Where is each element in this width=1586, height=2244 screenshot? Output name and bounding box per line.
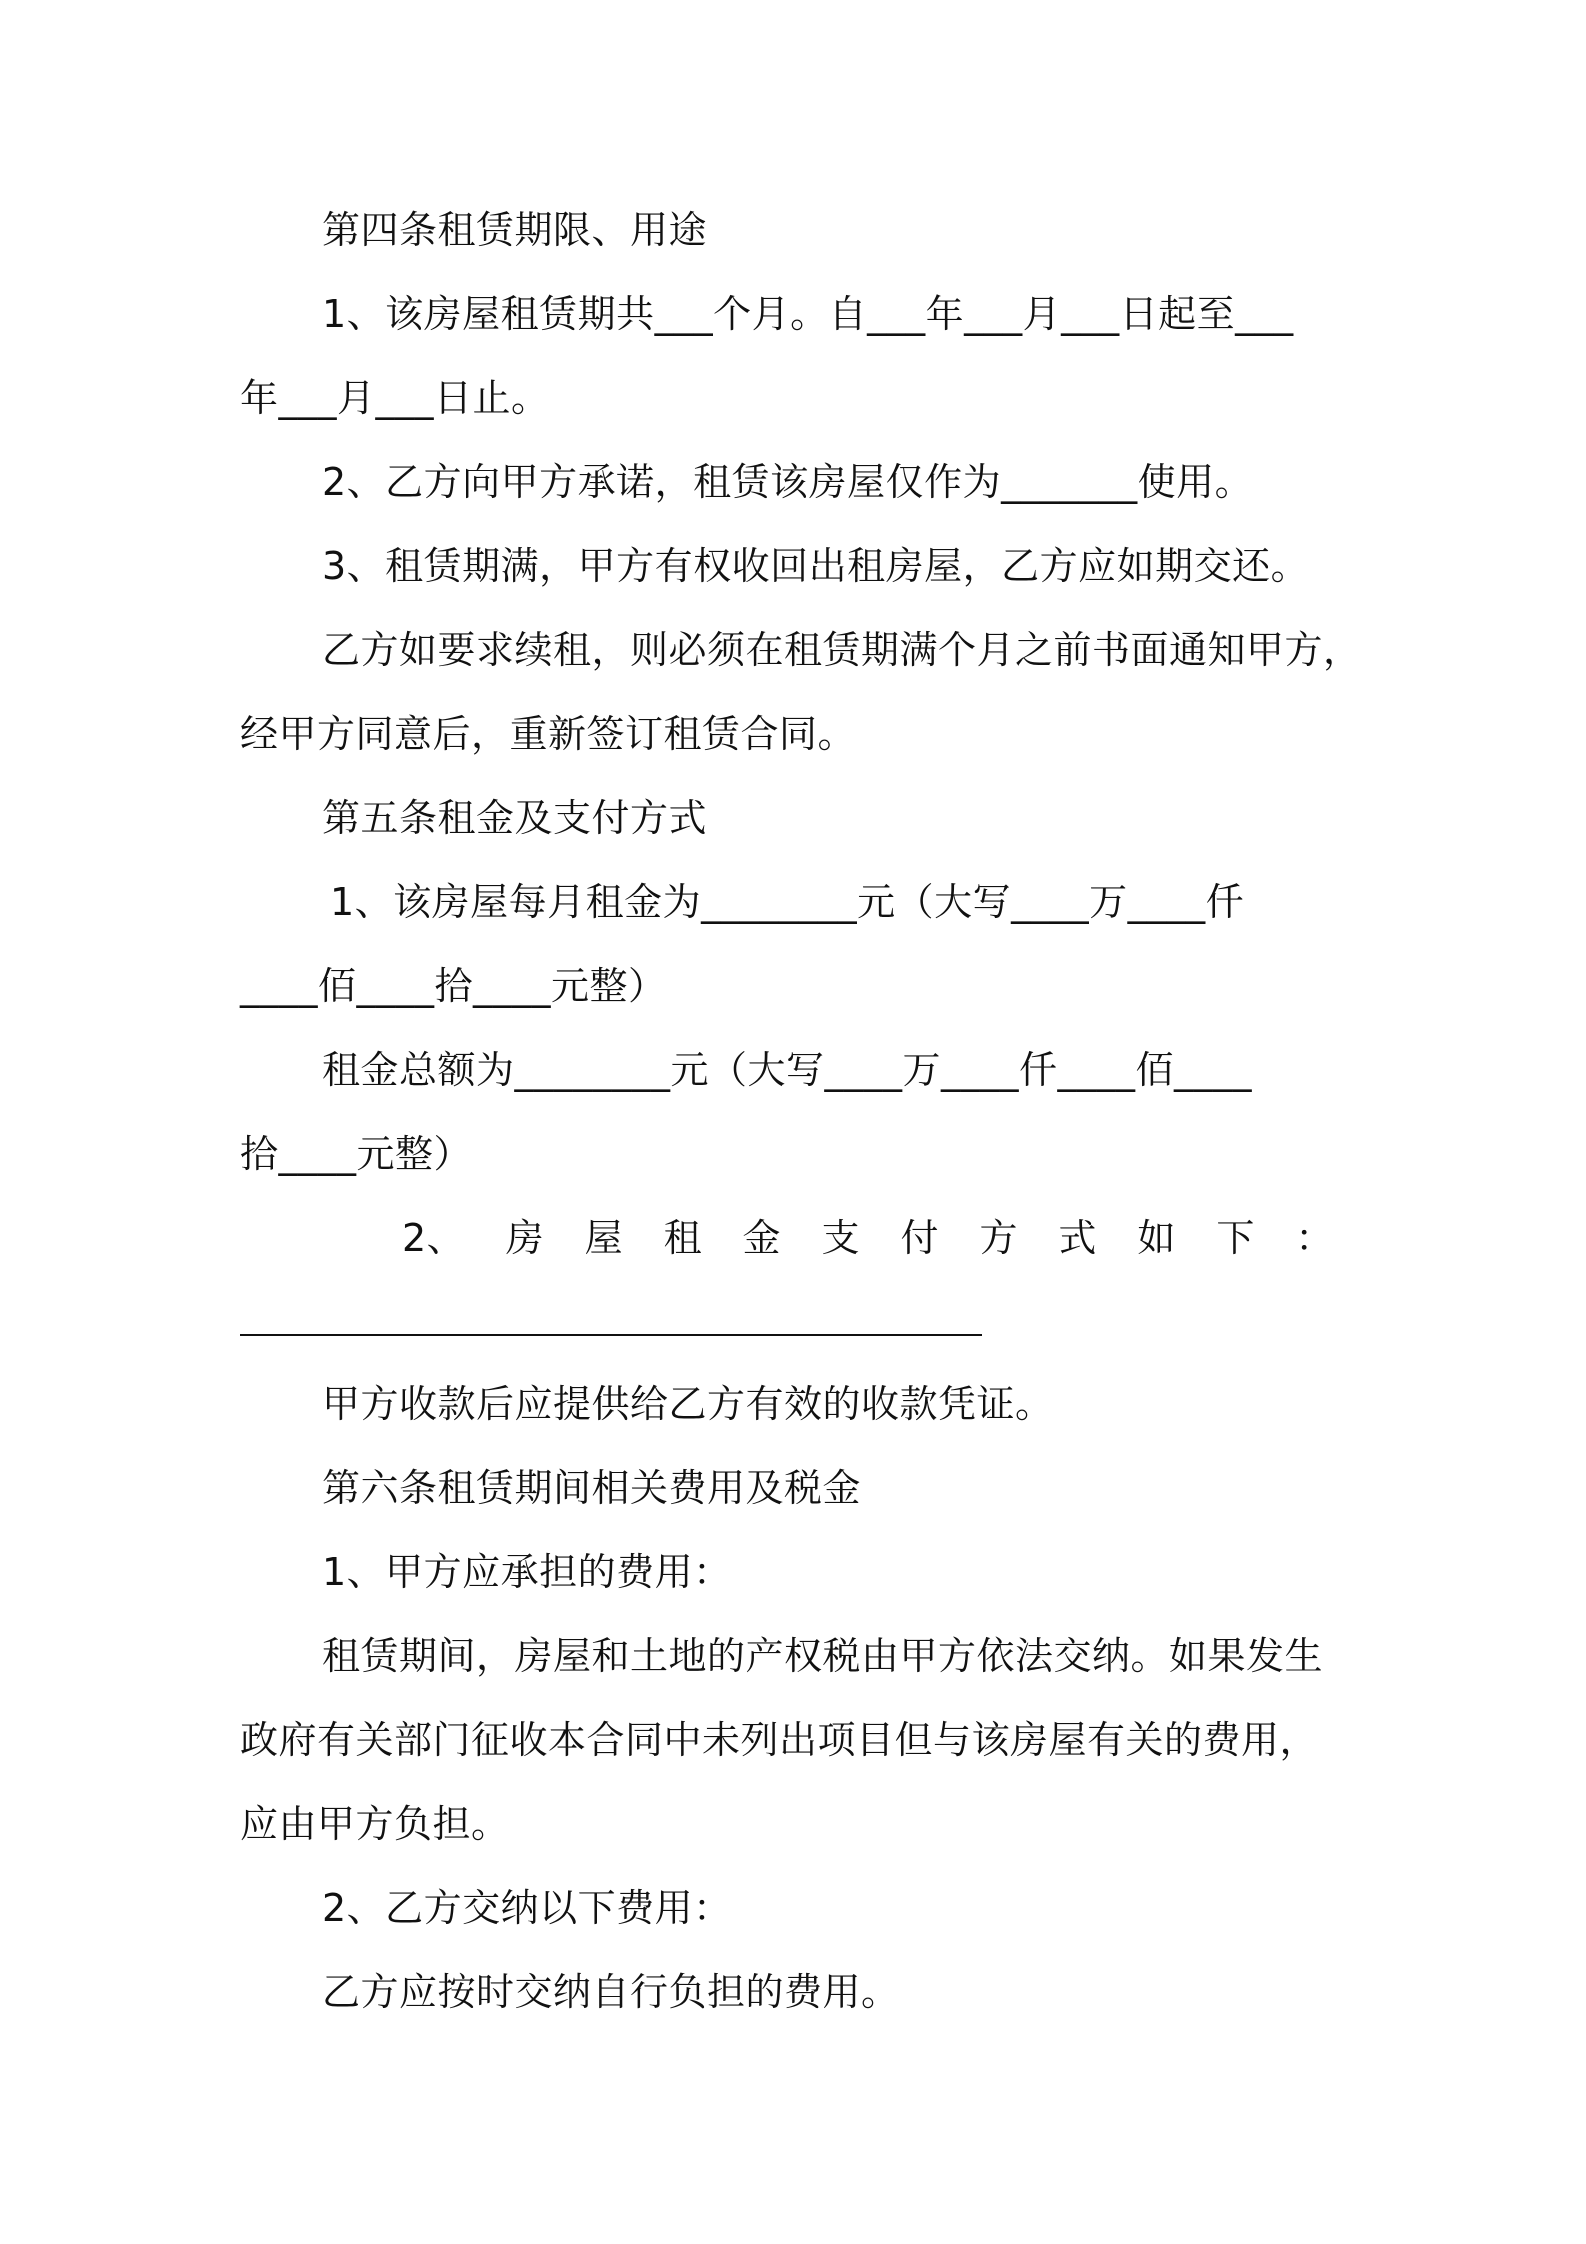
clause-5-2-char: 方 xyxy=(979,1216,1018,1260)
clause-5-2-char: 如 xyxy=(1137,1216,1176,1260)
clause-5-1-line-1: 1、该房屋每月租金为________元（大写____万____仟 xyxy=(330,880,1245,924)
landlord-fees-line-1: 租赁期间，房屋和土地的产权税由甲方依法交纳。如果发生 xyxy=(322,1634,1324,1678)
clause-4-1-line-1: 1、该房屋租赁期共___个月。自___年___月___日起至___ xyxy=(322,292,1294,336)
clause-5-2-char: 金 xyxy=(742,1216,782,1260)
clause-5-2-char: 付 xyxy=(900,1216,939,1260)
clause-5-2-char: 式 xyxy=(1058,1216,1097,1260)
total-rent-line-1: 租金总额为________元（大写____万____仟____佰____ xyxy=(322,1048,1253,1092)
clause-6-1: 1、甲方应承担的费用： xyxy=(322,1550,732,1594)
clause-5-2-char: 房 xyxy=(505,1216,545,1260)
clause-5-2-char: 2、 xyxy=(402,1216,466,1260)
receipt-paragraph: 甲方收款后应提供给乙方有效的收款凭证。 xyxy=(322,1382,1054,1426)
clause-5-2 xyxy=(402,1214,1334,1262)
renewal-paragraph-line-2: 经甲方同意后，重新签订租赁合同。 xyxy=(240,712,857,756)
clause-5-1-line-2: ____佰____拾____元整） xyxy=(240,964,667,1008)
clause-6-2: 2、乙方交纳以下费用： xyxy=(322,1886,732,1930)
tenant-fees-paragraph: 乙方应按时交纳自行负担的费用。 xyxy=(322,1970,900,2014)
article-5-heading: 第五条租金及支付方式 xyxy=(322,796,708,840)
total-rent-line-2: 拾____元整） xyxy=(240,1132,473,1176)
article-6-heading: 第六条租赁期间相关费用及税金 xyxy=(322,1466,862,1510)
clause-5-2-char: 屋 xyxy=(584,1216,624,1260)
clause-4-1-line-2: 年___月___日止。 xyxy=(240,376,550,420)
article-4-heading: 第四条租赁期限、用途 xyxy=(322,208,708,252)
clause-4-3: 3、租赁期满，甲方有权收回出租房屋，乙方应如期交还。 xyxy=(322,544,1310,588)
payment-method-blank-line xyxy=(240,1334,982,1336)
clause-5-2-char: 租 xyxy=(663,1216,703,1260)
renewal-paragraph-line-1: 乙方如要求续租，则必须在租赁期满个月之前书面通知甲方， xyxy=(322,628,1362,672)
clause-5-2-char: ： xyxy=(1295,1216,1334,1260)
clause-4-2: 2、乙方向甲方承诺，租赁该房屋仅作为_______使用。 xyxy=(322,460,1254,504)
landlord-fees-line-3: 应由甲方负担。 xyxy=(240,1802,510,1846)
clause-5-2-char: 支 xyxy=(821,1216,861,1260)
landlord-fees-line-2: 政府有关部门征收本合同中未列出项目但与该房屋有关的费用， xyxy=(240,1718,1319,1762)
clause-5-2-char: 下 xyxy=(1216,1216,1255,1260)
